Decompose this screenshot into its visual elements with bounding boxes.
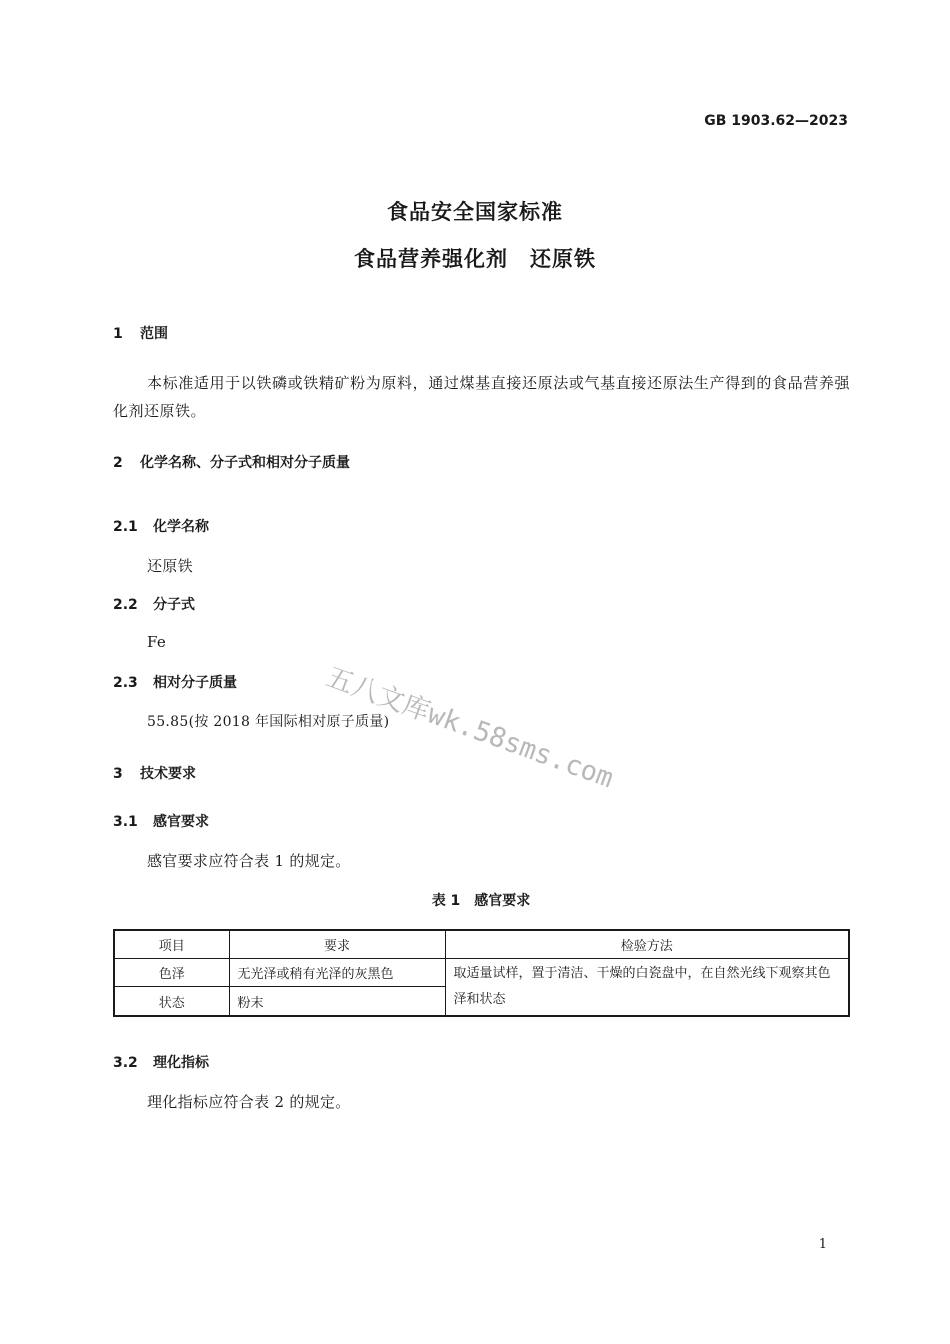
section-number: 2 [113,455,123,471]
table-header-method: 检验方法 [445,930,849,959]
section-number: 2.1 [113,519,138,535]
page-number: 1 [818,1237,827,1252]
section-title: 化学名称、分子式和相对分子质量 [140,455,350,471]
section-title: 相对分子质量 [153,675,237,691]
section-number: 3.1 [113,814,138,830]
section-2-1-body: 还原铁 [147,557,193,575]
section-3-2-heading [113,1052,209,1072]
section-2-3-body: 55.85(按 2018 年国际相对原子质量) [147,714,390,730]
section-2-3-heading [113,672,237,692]
table-cell-method: 取适量试样，置于清洁、干燥的白瓷盘中，在自然光线下观察其色泽和状态 [445,959,849,1017]
section-title: 技术要求 [140,766,196,782]
section-3-heading [113,763,196,783]
section-number: 2.2 [113,597,138,613]
section-number: 1 [113,326,123,342]
section-1-body: 本标准适用于以铁磷或铁精矿粉为原料，通过煤基直接还原法或气基直接还原法生产得到的食品营养强化剂还原铁。 [113,374,850,420]
section-title: 理化指标 [153,1055,209,1071]
document-title: 食品安全国家标准 [387,200,563,224]
section-3-1-heading [113,811,209,831]
section-number: 3 [113,766,123,782]
section-2-2-heading [113,594,195,614]
document-subtitle: 食品营养强化剂 还原铁 [354,247,596,271]
table-cell-requirement: 无光泽或稍有光泽的灰黑色 [229,959,445,987]
section-number: 2.3 [113,675,138,691]
watermark: 五八文库wk.58sms.com [322,661,618,795]
section-2-2-body: Fe [147,633,167,651]
table-1-caption: 表 1 感官要求 [431,893,531,909]
table-cell-item: 色泽 [114,959,229,987]
section-1-heading [113,323,168,343]
table-header-item: 项目 [114,930,229,959]
section-title: 范围 [140,326,168,342]
standard-code: GB 1903.62—2023 [704,113,848,129]
section-3-1-body: 感官要求应符合表 1 的规定。 [147,852,351,870]
section-title: 化学名称 [153,519,209,535]
table-cell-requirement: 粉末 [229,987,445,1016]
table-row [114,959,849,987]
table-header-requirement: 要求 [229,930,445,959]
section-2-1-heading [113,516,209,536]
section-2-heading [113,452,350,472]
table-cell-item: 状态 [114,987,229,1016]
section-title: 分子式 [153,597,195,613]
section-number: 3.2 [113,1055,138,1071]
table-header-row [114,930,849,959]
section-title: 感官要求 [153,814,209,830]
section-3-2-body: 理化指标应符合表 2 的规定。 [147,1093,351,1111]
table-1-sensory-requirements [113,929,850,1017]
